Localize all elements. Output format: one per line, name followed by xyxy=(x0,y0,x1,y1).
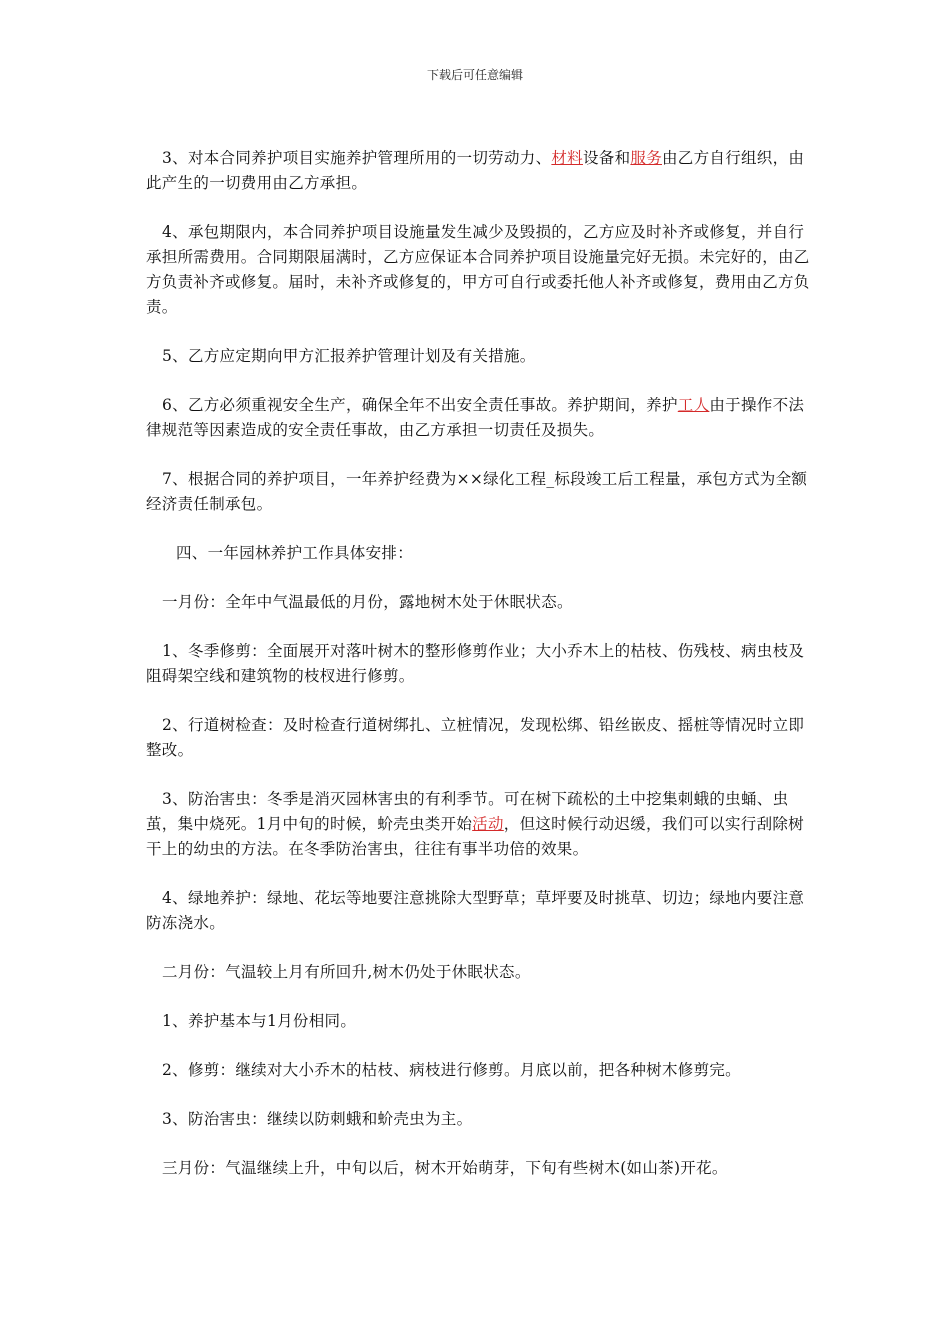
january-item-1: 1、冬季修剪：全面展开对落叶树木的整形修剪作业；大小乔木上的枯枝、伤残枝、病虫枝及阻碍架空线和建筑物的枝杈进行修剪。 xyxy=(146,642,805,685)
link-workers[interactable]: 工人 xyxy=(677,396,710,414)
january-item-3-text-a: 3、防治害虫：冬季是消灭园林害虫的有利季节。可在树下疏松的土中挖集刺蛾的虫蛹、虫茧，集中烧死。1月中旬的时候，蚧壳虫类开始 xyxy=(146,790,789,833)
january-heading: 一月份：全年中气温最低的月份，露地树木处于休眠状态。 xyxy=(162,593,573,611)
january-item-2: 2、行道树检查：及时检查行道树绑扎、立桩情况，发现松绑、铅丝嵌皮、摇桩等情况时立即整改。 xyxy=(146,716,805,759)
link-activity[interactable]: 活动 xyxy=(472,815,504,833)
february-heading: 二月份：气温较上月有所回升,树木仍处于休眠状态。 xyxy=(162,963,531,981)
clause-3-text-b: 设备和 xyxy=(582,149,631,167)
document-body xyxy=(146,146,814,1205)
clause-3 xyxy=(146,146,814,196)
section-4-heading: 四、一年园林养护工作具体安排： xyxy=(176,544,414,562)
january-item-3-text-b: ，但这时候行动迟缓，我们可以实行刮除树干上的幼虫的方法。在冬季防治害虫，往往有事半功倍的效果。 xyxy=(146,815,804,858)
clause-6-text-b: 由于操作不法律规范等因素造成的安全责任事故，由乙方承担一切责任及损失。 xyxy=(146,396,805,439)
clause-3-text-a: 3、对本合同养护项目实施养护管理所用的一切劳动力、 xyxy=(162,149,552,167)
march-heading: 三月份：气温继续上升，中旬以后，树木开始萌芽，下旬有些树木(如山茶)开花。 xyxy=(162,1159,728,1177)
clause-4: 4、承包期限内，本合同养护项目设施量发生减少及毁损的，乙方应及时补齐或修复，并自行承担所需费用。合同期限届满时，乙方应保证本合同养护项目设施量完好无损。未完好的，由乙方负责补齐或修复。届时，未补齐或修复的，甲方可自行或委托他人补齐或修复，费用由乙方负责。 xyxy=(146,223,810,316)
link-services[interactable]: 服务 xyxy=(630,149,662,167)
february-item-3: 3、防治害虫：继续以防刺蛾和蚧壳虫为主。 xyxy=(162,1110,473,1128)
february-item-2: 2、修剪：继续对大小乔木的枯枝、病枝进行修剪。月底以前，把各种树木修剪完。 xyxy=(162,1061,741,1079)
page-header: 下载后可任意编辑 xyxy=(426,68,523,82)
january-item-4: 4、绿地养护：绿地、花坛等地要注意挑除大型野草；草坪要及时挑草、切边；绿地内要注意防冻浇水。 xyxy=(146,889,805,932)
clause-7: 7、根据合同的养护项目，一年养护经费为××绿化工程_标段竣工后工程量，承包方式为全额经济责任制承包。 xyxy=(146,470,808,513)
clause-5: 5、乙方应定期向甲方汇报养护管理计划及有关措施。 xyxy=(162,347,536,365)
link-materials[interactable]: 材料 xyxy=(551,149,583,167)
february-item-1: 1、养护基本与1月份相同。 xyxy=(162,1012,357,1030)
january-item-3 xyxy=(146,787,814,862)
clause-3-text-c: 由乙方自行组织，由此产生的一切费用由乙方承担。 xyxy=(146,149,805,192)
clause-6 xyxy=(146,393,814,443)
clause-6-text-a: 6、乙方必须重视安全生产，确保全年不出安全责任事故。养护期间，养护 xyxy=(162,396,678,414)
